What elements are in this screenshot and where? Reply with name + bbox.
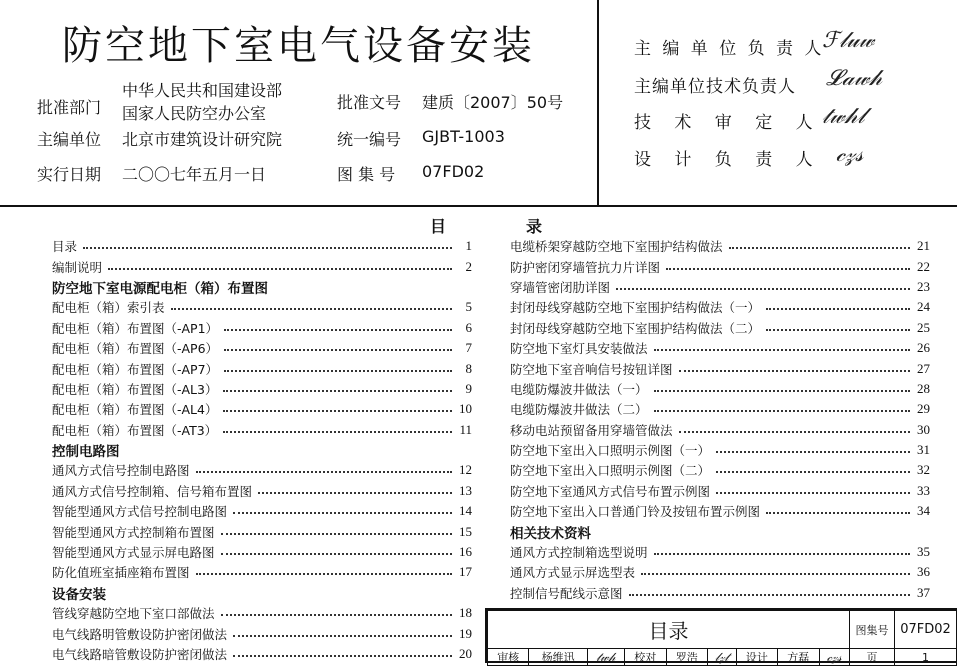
toc-entry[interactable]: [52, 644, 472, 664]
toc-entry-page: 14: [459, 503, 472, 519]
responsible-role: 技 术 审 定 人: [634, 113, 822, 133]
signature-image: 𝒸𝓏𝓈: [836, 142, 864, 167]
title-block-atlas-no: 07FD02: [895, 611, 957, 649]
toc-title-right: 录: [526, 217, 543, 236]
toc-entry-label: 控制电路图: [52, 444, 120, 461]
toc-entry-page: 26: [917, 340, 930, 356]
check-signature: 𝓁𝓏𝓉: [707, 649, 736, 666]
toc-entry-label: 控制信号配线示意图: [510, 585, 623, 601]
dot-leader: [654, 553, 910, 555]
toc-entry[interactable]: [52, 481, 472, 501]
dot-leader: [666, 268, 910, 270]
toc-entry-page: 16: [459, 544, 472, 560]
title-block-atlas-label: 图集号: [850, 611, 895, 649]
dot-leader: [258, 492, 452, 494]
toc-entry-page: 31: [917, 442, 930, 458]
unified-no-label: 统一编号: [337, 130, 402, 149]
dot-leader: [233, 512, 452, 514]
toc-entry-label: 封闭母线穿越防空地下室围护结构做法（一）: [510, 300, 761, 316]
toc-entry[interactable]: [52, 420, 472, 440]
dot-leader: [616, 288, 910, 290]
signature-image: 𝓉𝓌𝒽𝓁: [822, 104, 865, 129]
toc-entry-page: 20: [459, 646, 472, 661]
dot-leader: [716, 471, 910, 473]
toc-entry[interactable]: [510, 440, 930, 460]
dot-leader: [729, 247, 910, 249]
toc-section-heading: [52, 583, 472, 603]
toc-entry-label: 管线穿越防空地下室口部做法: [52, 606, 215, 622]
toc-entry-label: 防空地下室灯具安装做法: [510, 341, 648, 357]
toc-entry-label: 配电柜（箱）布置图（-AP7）: [52, 361, 219, 377]
toc-entry-label: 智能型通风方式控制箱布置图: [52, 524, 215, 540]
toc-entry-label: 移动电站预留备用穿墙管做法: [510, 422, 673, 438]
toc-entry[interactable]: [52, 338, 472, 358]
approve-dept-label: 批准部门: [37, 98, 102, 117]
toc-entry[interactable]: [510, 420, 930, 440]
toc-entry-label: 智能型通风方式显示屏电路图: [52, 545, 215, 561]
dot-leader: [233, 655, 452, 657]
design-label: 设计: [736, 649, 777, 666]
dot-leader: [196, 573, 452, 575]
review-label: 审核: [488, 649, 529, 666]
dot-leader: [223, 410, 452, 412]
toc-entry-label: 通风方式信号控制箱、信号箱布置图: [52, 483, 253, 499]
toc-entry[interactable]: [510, 236, 930, 256]
toc-entry[interactable]: [52, 358, 472, 378]
dot-leader: [224, 329, 452, 331]
editor-label: 主编单位: [37, 130, 102, 149]
toc-entry[interactable]: [52, 318, 472, 338]
toc-entry[interactable]: [52, 379, 472, 399]
page-number: 1: [895, 649, 957, 666]
toc-entry[interactable]: [510, 358, 930, 378]
toc-entry-page: 17: [459, 564, 472, 580]
toc-entry-label: 配电柜（箱）布置图（-AP6）: [52, 341, 219, 357]
toc-entry-page: 13: [459, 482, 472, 498]
toc-entry[interactable]: [52, 521, 472, 541]
toc-entry-page: 36: [917, 564, 930, 580]
dot-leader: [716, 451, 910, 453]
dot-leader: [221, 553, 452, 555]
atlas-no-label: 图 集 号: [337, 165, 396, 184]
toc-entry-page: 10: [459, 401, 472, 417]
dot-leader: [171, 308, 452, 310]
toc-entry-label: 防护密闭穿墙管抗力片详图: [510, 259, 661, 275]
dot-leader: [108, 268, 452, 270]
dot-leader: [221, 614, 452, 616]
toc-entry-page: 21: [917, 238, 930, 254]
toc-entry[interactable]: [510, 460, 930, 480]
toc-entry-label: 相关技术资料: [510, 525, 591, 542]
toc-entry[interactable]: [52, 501, 472, 521]
toc-entry[interactable]: [510, 542, 930, 562]
toc-entry[interactable]: [510, 399, 930, 419]
toc-entry[interactable]: [510, 583, 930, 603]
toc-entry[interactable]: [510, 338, 930, 358]
toc-entry-label: 配电柜（箱）索引表: [52, 300, 165, 316]
toc-entry-page: 2: [465, 258, 472, 274]
toc-entry-label: 通风方式控制箱选型说明: [510, 545, 648, 561]
toc-entry-page: 5: [465, 299, 472, 315]
doc-no: 建质〔2007〕50号: [422, 93, 564, 112]
check-label: 校对: [625, 649, 666, 666]
toc-entry-page: 33: [917, 482, 930, 498]
toc-entry[interactable]: [510, 501, 930, 521]
toc-entry-label: 配电柜（箱）布置图（-AL4）: [52, 402, 218, 418]
signature-image: ℱ𝓁𝓊𝓌: [822, 28, 875, 53]
toc-entry[interactable]: [510, 318, 930, 338]
responsible-role: 设 计 负 责 人: [634, 150, 822, 170]
toc-entry-label: 防空地下室通风方式信号布置示例图: [510, 483, 711, 499]
toc-entry-label: 电气线路明管敷设防护密闭做法: [52, 626, 228, 642]
dot-leader: [629, 594, 910, 596]
dot-leader: [233, 635, 452, 637]
toc-entry-label: 通风方式显示屏选型表: [510, 565, 636, 581]
toc-entry[interactable]: [52, 542, 472, 562]
toc-entry-page: 8: [465, 360, 472, 376]
toc-entry-page: 1: [465, 238, 472, 254]
dot-leader: [224, 349, 452, 351]
dot-leader: [221, 533, 452, 535]
toc-entry-page: 34: [917, 503, 930, 519]
toc-entry-page: 28: [917, 380, 930, 396]
toc-entry-page: 27: [917, 360, 930, 376]
doc-no-label: 批准文号: [337, 93, 402, 112]
toc-entry[interactable]: [510, 562, 930, 582]
toc-entry-page: 7: [465, 340, 472, 356]
toc-entry-label: 电缆防爆波井做法（二）: [510, 402, 648, 418]
toc-entry-page: 37: [917, 584, 930, 600]
approve-dept-1: 中华人民共和国建设部: [122, 81, 283, 100]
responsible-role: 主 编 单 位 负 责 人: [634, 39, 825, 59]
dot-leader: [766, 308, 910, 310]
toc-entry[interactable]: [52, 562, 472, 582]
title-block: [485, 608, 957, 663]
dot-leader: [679, 370, 910, 372]
unified-no: GJBT-1003: [422, 127, 505, 146]
toc-entry-page: 24: [917, 299, 930, 315]
toc-entry-page: 35: [917, 544, 930, 560]
dot-leader: [679, 431, 910, 433]
dot-leader: [766, 329, 910, 331]
signature-image: 𝓛𝒶𝓌𝒽: [826, 66, 882, 91]
toc-entry-label: 防空地下室出入口照明示例图（一）: [510, 443, 711, 459]
toc-title-left: 目: [430, 217, 447, 236]
dot-leader: [196, 471, 452, 473]
toc-section-heading: [52, 277, 472, 297]
toc-entry-label: 编制说明: [52, 259, 103, 275]
dot-leader: [224, 370, 452, 372]
responsible-role: 主编单位技术负责人: [634, 77, 796, 97]
toc-entry-label: 电缆桥架穿越防空地下室围护结构做法: [510, 239, 723, 255]
design-name: 方磊: [778, 649, 819, 666]
toc-section-heading: [52, 440, 472, 460]
dot-leader: [766, 512, 910, 514]
dot-leader: [654, 390, 910, 392]
title-block-name: 目录: [488, 611, 850, 649]
toc-entry-label: 防空地下室出入口照明示例图（二）: [510, 463, 711, 479]
toc-entry-page: 9: [465, 380, 472, 396]
toc-entry[interactable]: [52, 399, 472, 419]
toc-entry[interactable]: [52, 236, 472, 256]
dot-leader: [654, 349, 910, 351]
toc-entry-label: 电气线路暗管敷设防护密闭做法: [52, 647, 228, 662]
toc-entry-page: 25: [917, 319, 930, 335]
approve-dept-2: 国家人民防空办公室: [122, 104, 267, 123]
dot-leader: [641, 573, 910, 575]
date-label: 实行日期: [37, 165, 102, 184]
date: 二〇〇七年五月一日: [122, 165, 267, 184]
dot-leader: [654, 410, 910, 412]
toc-entry[interactable]: [52, 460, 472, 480]
toc-entry[interactable]: [510, 481, 930, 501]
toc-entry-label: 防空地下室出入口普通门铃及按钮布置示例图: [510, 504, 761, 520]
toc-entry-label: 封闭母线穿越防空地下室围护结构做法（二）: [510, 320, 761, 336]
toc-entry-label: 穿墙管密闭肋详图: [510, 279, 611, 295]
toc-entry-page: 29: [917, 401, 930, 417]
dot-leader: [223, 431, 452, 433]
toc-entry-page: 11: [459, 421, 472, 437]
design-signature: 𝒸𝓏𝓈: [819, 649, 849, 666]
divider-vertical: [597, 0, 599, 205]
toc-entry-page: 32: [917, 462, 930, 478]
toc-entry-label: 配电柜（箱）布置图（-AL3）: [52, 381, 218, 397]
review-name: 杨维迅: [529, 649, 587, 666]
toc-entry-label: 设备安装: [52, 586, 106, 603]
toc-entry-label: 配电柜（箱）布置图（-AP1）: [52, 320, 219, 336]
toc-entry[interactable]: [510, 379, 930, 399]
toc-entry[interactable]: [52, 623, 472, 643]
toc-entry[interactable]: [510, 277, 930, 297]
dot-leader: [223, 390, 452, 392]
toc-entry-label: 电缆防爆波井做法（一）: [510, 381, 648, 397]
toc-entry[interactable]: [52, 603, 472, 623]
toc-entry-page: 22: [917, 258, 930, 274]
toc-entry-label: 配电柜（箱）布置图（-AT3）: [52, 422, 218, 438]
page-label: 页: [850, 649, 895, 666]
atlas-no: 07FD02: [422, 162, 485, 181]
dot-leader: [716, 492, 910, 494]
toc-entry[interactable]: [52, 256, 472, 276]
dot-leader: [83, 247, 452, 249]
check-name: 罗浩: [666, 649, 707, 666]
atlas-title: 防空地下室电气设备安装: [62, 23, 535, 69]
toc-entry-page: 12: [459, 462, 472, 478]
toc-entry-label: 智能型通风方式信号控制电路图: [52, 504, 228, 520]
toc-entry[interactable]: [510, 297, 930, 317]
divider-horizontal: [0, 205, 957, 207]
toc-entry-label: 防化值班室插座箱布置图: [52, 565, 190, 581]
toc-entry-label: 目录: [52, 239, 78, 255]
toc-entry-page: 6: [465, 319, 472, 335]
editor: 北京市建筑设计研究院: [122, 130, 283, 149]
review-signature: 𝓉𝓌𝒽: [587, 649, 624, 666]
toc-entry-label: 防空地下室电源配电柜（箱）布置图: [52, 280, 268, 297]
toc-entry-label: 防空地下室音响信号按钮详图: [510, 361, 673, 377]
toc-entry-label: 通风方式信号控制电路图: [52, 463, 190, 479]
toc-entry-page: 23: [917, 278, 930, 294]
toc-entry-page: 15: [459, 523, 472, 539]
toc-entry[interactable]: [52, 297, 472, 317]
toc-entry-page: 19: [459, 625, 472, 641]
toc-entry-page: 30: [917, 421, 930, 437]
toc-right-column: [510, 236, 930, 603]
toc-left-column: [52, 236, 472, 664]
toc-section-heading: [510, 521, 930, 541]
toc-entry-page: 18: [459, 605, 472, 621]
toc-entry[interactable]: [510, 256, 930, 276]
